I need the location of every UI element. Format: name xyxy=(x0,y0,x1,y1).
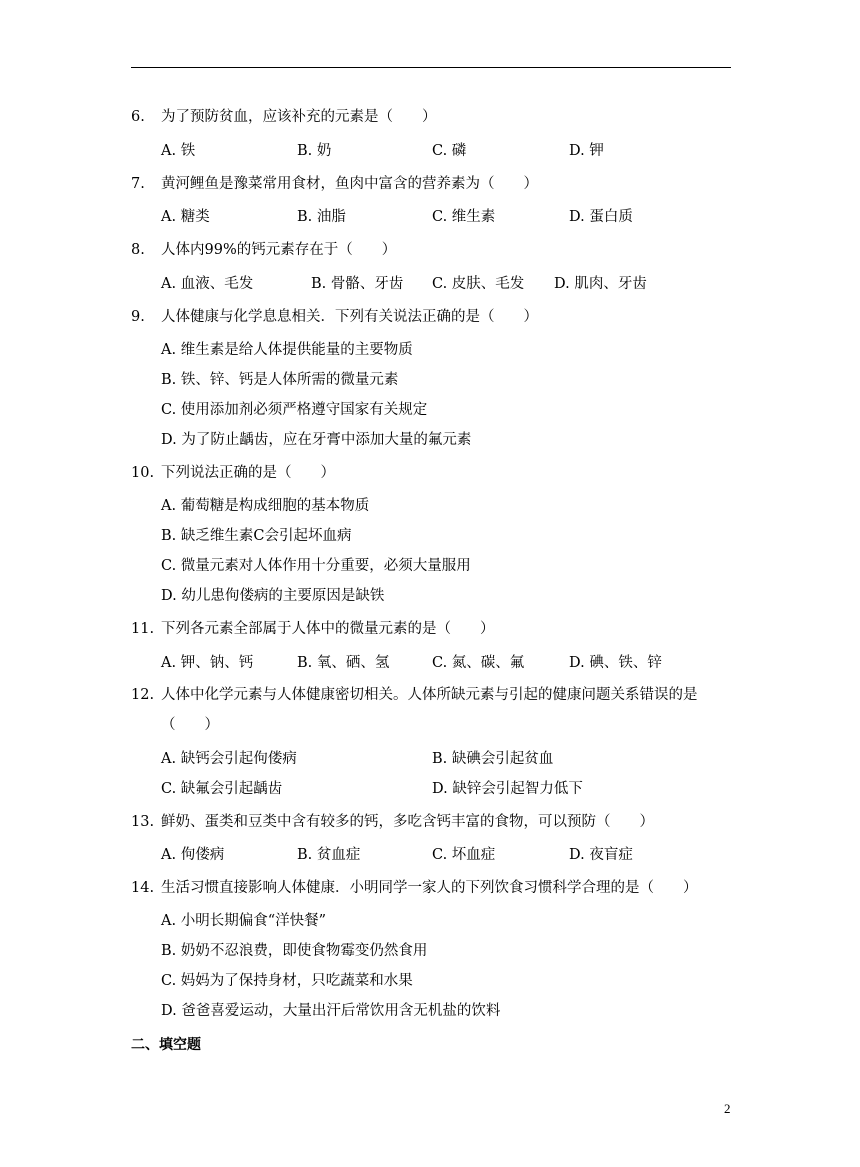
option-b[interactable]: B. 缺碘会引起贫血 xyxy=(432,751,554,767)
option-c[interactable]: C. 缺氟会引起龋齿 xyxy=(161,781,283,797)
option-a[interactable]: A. 铁 xyxy=(161,143,196,159)
option-d[interactable]: D. 为了防止龋齿，应在牙膏中添加大量的氟元素 xyxy=(161,432,472,448)
option-a[interactable]: A. 钾、钠、钙 xyxy=(161,655,254,671)
option-c[interactable]: C. 妈妈为了保持身材，只吃蔬菜和水果 xyxy=(161,973,413,989)
question-number: 7. xyxy=(131,176,145,192)
option-d[interactable]: D. 碘、铁、锌 xyxy=(569,655,662,671)
option-c[interactable]: C. 使用添加剂必须严格遵守国家有关规定 xyxy=(161,402,428,418)
question-text: 人体健康与化学息息相关．下列有关说法正确的是（ ） xyxy=(161,309,538,325)
option-b[interactable]: B. 氧、硒、氢 xyxy=(297,655,390,671)
option-a[interactable]: A. 佝偻病 xyxy=(161,847,225,863)
question-number: 13. xyxy=(131,814,155,830)
question-number: 6. xyxy=(131,109,145,125)
option-c[interactable]: C. 氮、碳、氟 xyxy=(432,655,525,671)
option-b[interactable]: B. 奶奶不忍浪费，即使食物霉变仍然食用 xyxy=(161,943,428,959)
question-number: 12. xyxy=(131,687,155,703)
option-a[interactable]: A. 维生素是给人体提供能量的主要物质 xyxy=(161,342,413,358)
header-rule xyxy=(131,67,731,68)
question-text: 生活习惯直接影响人体健康．小明同学一家人的下列饮食习惯科学合理的是（ ） xyxy=(161,880,698,896)
option-b[interactable]: B. 骨骼、牙齿 xyxy=(311,276,404,292)
section-title: 二、填空题 xyxy=(131,1037,201,1053)
page-number: 2 xyxy=(724,1101,731,1116)
option-b[interactable]: B. 油脂 xyxy=(297,209,346,225)
option-c[interactable]: C. 微量元素对人体作用十分重要，必须大量服用 xyxy=(161,558,471,574)
question-text-continued: （ ） xyxy=(161,717,219,733)
question-text: 下列各元素全部属于人体中的微量元素的是（ ） xyxy=(161,621,495,637)
option-b[interactable]: B. 奶 xyxy=(297,143,332,159)
option-a[interactable]: A. 血液、毛发 xyxy=(161,276,254,292)
option-d[interactable]: D. 夜盲症 xyxy=(569,847,633,863)
option-b[interactable]: B. 贫血症 xyxy=(297,847,361,863)
question-number: 11. xyxy=(131,621,155,637)
option-d[interactable]: D. 缺锌会引起智力低下 xyxy=(432,781,583,797)
question-text: 下列说法正确的是（ ） xyxy=(161,465,335,481)
question-number: 8. xyxy=(131,242,145,258)
question-number: 14. xyxy=(131,880,155,896)
option-a[interactable]: A. 缺钙会引起佝偻病 xyxy=(161,751,297,767)
option-c[interactable]: C. 磷 xyxy=(432,143,467,159)
question-text: 人体内99%的钙元素存在于（ ） xyxy=(161,242,397,258)
question-text: 黄河鲤鱼是豫菜常用食材，鱼肉中富含的营养素为（ ） xyxy=(161,176,538,192)
option-b[interactable]: B. 铁、锌、钙是人体所需的微量元素 xyxy=(161,372,399,388)
option-d[interactable]: D. 蛋白质 xyxy=(569,209,633,225)
option-d[interactable]: D. 爸爸喜爱运动，大量出汗后常饮用含无机盐的饮料 xyxy=(161,1003,501,1019)
question-text: 鲜奶、蛋类和豆类中含有较多的钙，多吃含钙丰富的食物，可以预防（ ） xyxy=(161,814,654,830)
option-d[interactable]: D. 幼儿患佝偻病的主要原因是缺铁 xyxy=(161,588,385,604)
question-text: 人体中化学元素与人体健康密切相关。人体所缺元素与引起的健康问题关系错误的是 xyxy=(161,687,698,703)
option-c[interactable]: C. 坏血症 xyxy=(432,847,496,863)
question-number: 10. xyxy=(131,465,155,481)
option-d[interactable]: D. 钾 xyxy=(569,143,604,159)
question-number: 9. xyxy=(131,309,145,325)
option-a[interactable]: A. 糖类 xyxy=(161,209,210,225)
option-b[interactable]: B. 缺乏维生素C会引起坏血病 xyxy=(161,528,352,544)
question-text: 为了预防贫血，应该补充的元素是（ ） xyxy=(161,109,437,125)
option-c[interactable]: C. 维生素 xyxy=(432,209,496,225)
option-c[interactable]: C. 皮肤、毛发 xyxy=(432,276,525,292)
option-d[interactable]: D. 肌肉、牙齿 xyxy=(554,276,647,292)
option-a[interactable]: A. 葡萄糖是构成细胞的基本物质 xyxy=(161,498,370,514)
option-a[interactable]: A. 小明长期偏食“洋快餐” xyxy=(161,913,327,929)
